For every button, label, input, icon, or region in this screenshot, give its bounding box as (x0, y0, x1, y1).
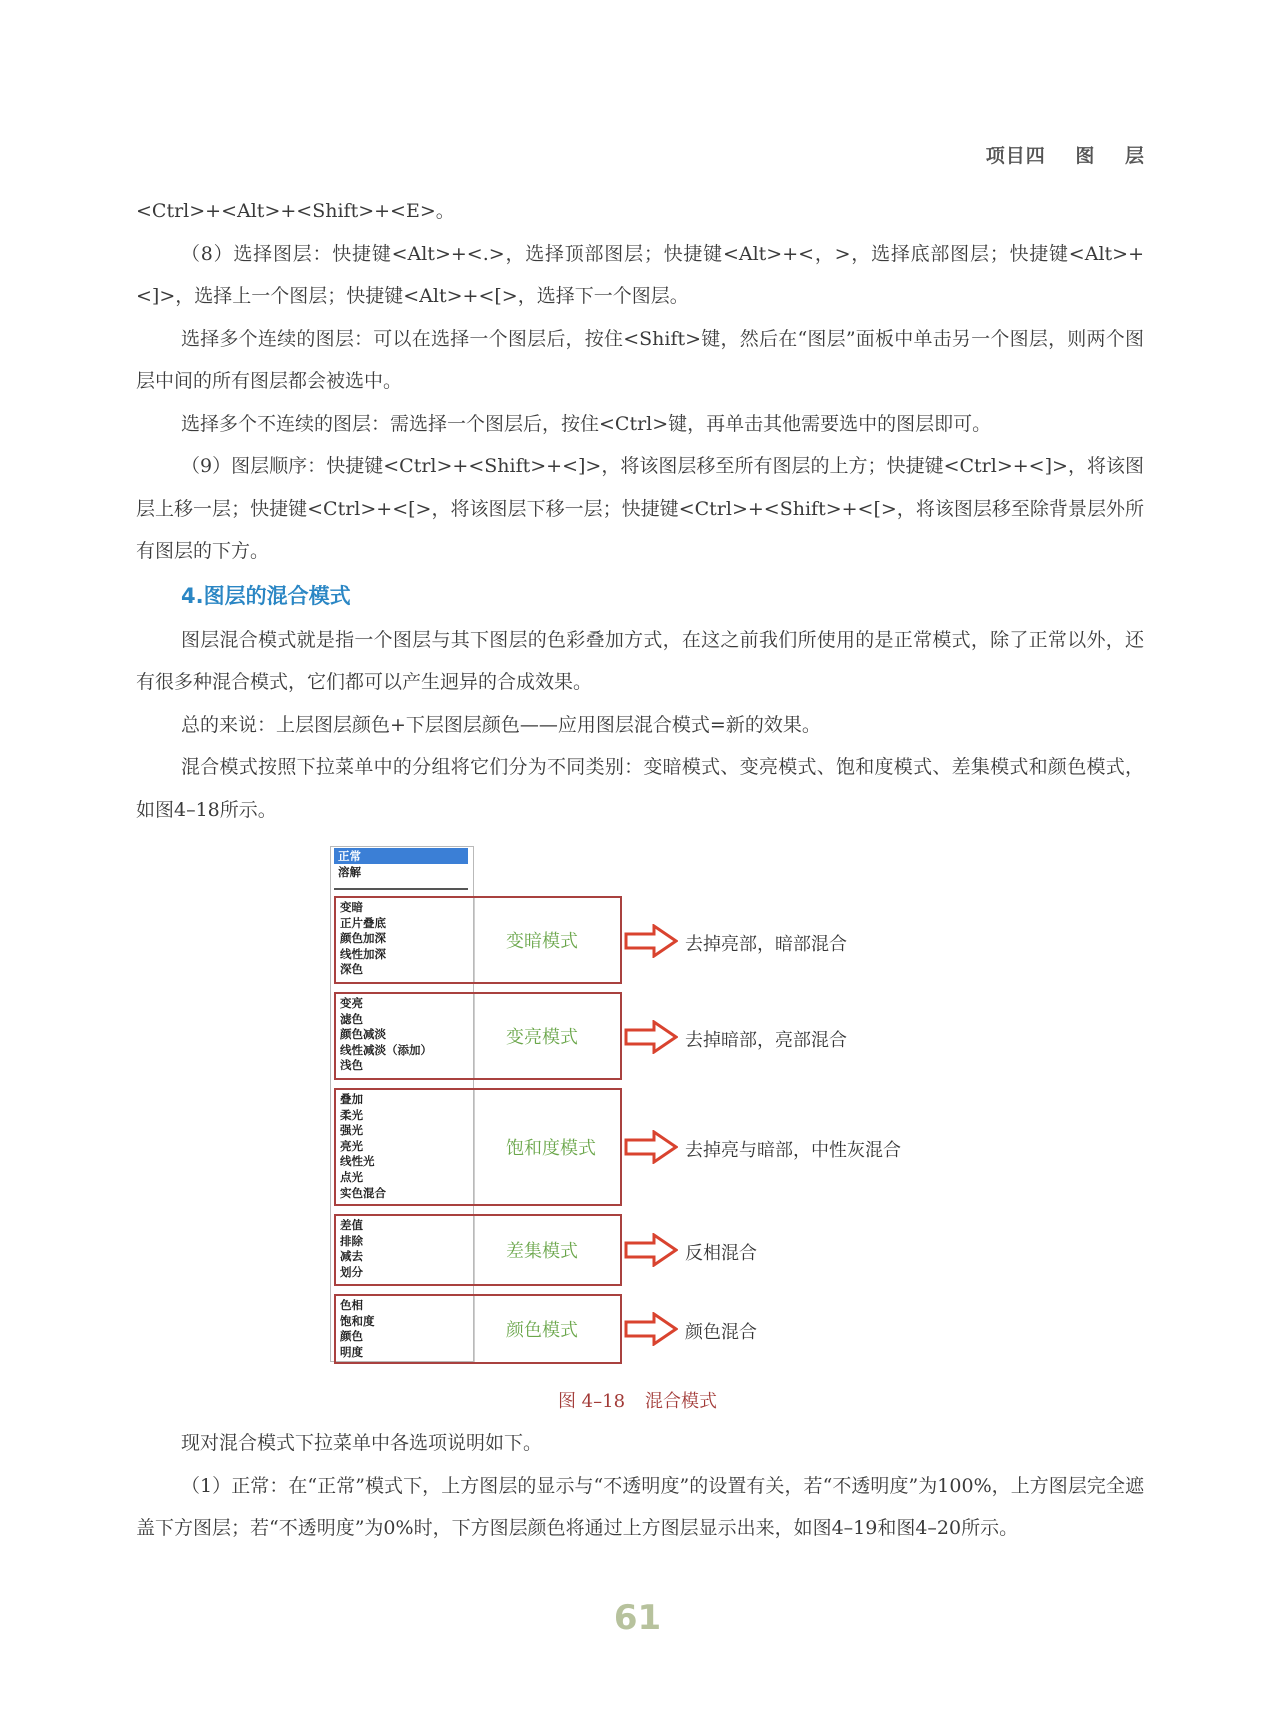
group-lighten (334, 992, 622, 1080)
group-label: 差集模式 (506, 1241, 578, 1262)
running-header (964, 141, 1145, 168)
menu-item[interactable]: 浅色 (340, 1058, 363, 1073)
menu-column-divider (474, 994, 475, 1078)
menu-divider (334, 888, 468, 890)
caption-text: 混合模式 (645, 1391, 718, 1412)
right-arrow-icon (624, 924, 678, 958)
menu-item[interactable]: 亮光 (340, 1138, 363, 1153)
header-title-b: 层 (1124, 145, 1145, 167)
menu-item-normal[interactable]: 正常 (334, 848, 468, 864)
menu-item[interactable]: 饱和度 (340, 1313, 375, 1328)
group-saturation (334, 1088, 622, 1206)
right-arrow-icon (624, 1312, 678, 1346)
body-text-top (136, 190, 1144, 831)
menu-item[interactable]: 正片叠底 (340, 915, 386, 930)
paragraph: 混合模式按照下拉菜单中的分组将它们分为不同类别：变暗模式、变亮模式、饱和度模式、差集模式和颜色模式，如图4–18所示。 (136, 756, 1144, 821)
right-arrow-icon (624, 1233, 678, 1267)
group-label: 饱和度模式 (506, 1138, 596, 1159)
menu-item[interactable]: 滤色 (340, 1011, 363, 1026)
menu-item[interactable]: 线性光 (340, 1154, 375, 1169)
page-number: 61 (613, 1598, 662, 1638)
menu-item[interactable]: 减去 (340, 1249, 363, 1264)
group-items (340, 1092, 386, 1201)
menu-column-divider (474, 1090, 475, 1204)
menu-item[interactable]: 点光 (340, 1169, 363, 1184)
menu-column-divider (474, 898, 475, 982)
menu-column-divider (474, 1296, 475, 1362)
group-description: 去掉暗部，亮部混合 (685, 1030, 847, 1051)
paragraph: 选择多个不连续的图层：需选择一个图层后，按住<Ctrl>键，再单击其他需要选中的图层即可。 (181, 412, 992, 435)
menu-item[interactable]: 强光 (340, 1123, 363, 1138)
group-items (340, 996, 432, 1074)
group-label: 颜色模式 (506, 1320, 578, 1341)
paragraph: 选择多个连续的图层：可以在选择一个图层后，按住<Shift>键，然后在“图层”面板中单击另一个图层，则两个图层中间的所有图层都会被选中。 (136, 327, 1144, 392)
group-items (340, 900, 386, 978)
menu-column-divider (474, 1216, 475, 1284)
menu-item[interactable]: 颜色减淡 (340, 1027, 386, 1042)
paragraph: （1）正常：在“正常”模式下，上方图层的显示与“不透明度”的设置有关，若“不透明度”为100%，上方图层完全遮盖下方图层；若“不透明度”为0%时，下方图层颜色将通过上方图层显示出来，如图4–19和图4–20所示。 (136, 1474, 1144, 1539)
paragraph: 总的来说：上层图层颜色+下层图层颜色——应用图层混合模式=新的效果。 (181, 713, 821, 736)
right-arrow-icon (624, 1130, 678, 1164)
menu-item[interactable]: 差值 (340, 1218, 363, 1232)
menu-item[interactable]: 线性减淡（添加） (340, 1042, 432, 1057)
menu-item-dissolve[interactable]: 溶解 (338, 865, 361, 879)
right-arrow-icon (624, 1020, 678, 1054)
paragraph: （8）选择图层：快捷键<Alt>+<.>，选择顶部图层；快捷键<Alt>+<，>，选择底部图层；快捷键<Alt>+<]>，选择上一个图层；快捷键<Alt>+<[>，选择下一个图层。 (136, 242, 1144, 307)
group-description: 反相混合 (685, 1243, 757, 1264)
group-items (340, 1218, 363, 1280)
paragraph: （9）图层顺序：快捷键<Ctrl>+<Shift>+<]>，将该图层移至所有图层的上方；快捷键<Ctrl>+<]>，将该图层上移一层；快捷键<Ctrl>+<[>，将该图层下移一层；快捷键<Ctrl>+<Shift>+<[>，将该图层移至除背景层外所有图层的下方。 (136, 455, 1144, 562)
menu-item[interactable]: 叠加 (340, 1092, 363, 1106)
group-items (340, 1298, 375, 1360)
group-label: 变暗模式 (506, 931, 578, 952)
group-description: 去掉亮部，暗部混合 (685, 934, 847, 955)
group-label: 变亮模式 (506, 1027, 578, 1048)
menu-item[interactable]: 变暗 (340, 900, 363, 914)
figure-caption (0, 1387, 1275, 1413)
menu-item[interactable]: 色相 (340, 1298, 363, 1312)
group-description: 去掉亮与暗部，中性灰混合 (685, 1140, 901, 1161)
menu-item[interactable]: 颜色 (340, 1329, 363, 1344)
paragraph: 现对混合模式下拉菜单中各选项说明如下。 (181, 1432, 543, 1454)
group-difference (334, 1214, 622, 1286)
menu-item[interactable]: 颜色加深 (340, 931, 386, 946)
menu-item[interactable]: 排除 (340, 1233, 363, 1248)
header-project: 项目四 (985, 145, 1046, 167)
menu-item[interactable]: 实色混合 (340, 1185, 386, 1200)
paragraph: <Ctrl>+<Alt>+<Shift>+<E>。 (136, 200, 455, 222)
menu-item[interactable]: 线性加深 (340, 946, 386, 961)
group-description: 颜色混合 (685, 1322, 757, 1343)
section-heading: 4.图层的混合模式 (181, 583, 351, 608)
group-darken (334, 896, 622, 984)
menu-item[interactable]: 变亮 (340, 996, 363, 1010)
menu-item[interactable]: 划分 (340, 1264, 363, 1279)
body-text-bottom (136, 1422, 1144, 1550)
menu-item[interactable]: 深色 (340, 962, 363, 977)
header-title-a: 图 (1075, 145, 1096, 167)
caption-number: 图 4–18 (557, 1391, 626, 1412)
paragraph: 图层混合模式就是指一个图层与其下图层的色彩叠加方式，在这之前我们所使用的是正常模式，除了正常以外，还有很多种混合模式，它们都可以产生迥异的合成效果。 (136, 628, 1144, 693)
group-color (334, 1294, 622, 1364)
menu-item[interactable]: 柔光 (340, 1107, 363, 1122)
blend-mode-figure (330, 846, 1030, 1366)
menu-item[interactable]: 明度 (340, 1344, 363, 1359)
